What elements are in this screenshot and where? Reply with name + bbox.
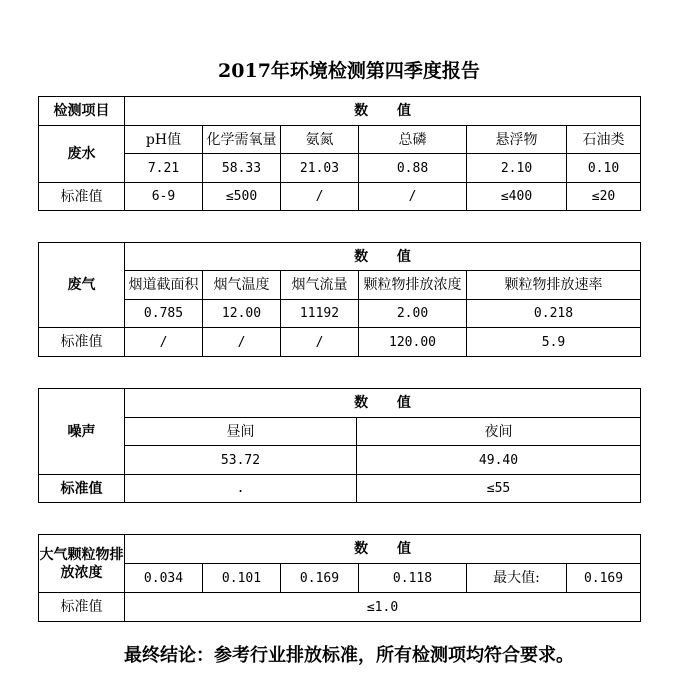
column-header: 化学需氧量	[203, 126, 281, 154]
value-cell: 0.101	[203, 564, 281, 593]
standard-cell: .	[125, 475, 357, 503]
standard-label: 标准值	[39, 328, 125, 357]
standard-cell: 5.9	[467, 328, 641, 357]
value-cell: 0.88	[359, 154, 467, 183]
standard-cell: /	[281, 328, 359, 357]
value-cell: 0.034	[125, 564, 203, 593]
column-header: 悬浮物	[467, 126, 567, 154]
header-value-label: 数 值	[125, 97, 641, 126]
value-cell: 21.03	[281, 154, 359, 183]
value-cell: 58.33	[203, 154, 281, 183]
value-cell: 11192	[281, 300, 359, 328]
standard-cell: ≤1.0	[125, 593, 641, 622]
noise-table	[38, 388, 641, 503]
column-header: 夜间	[357, 418, 641, 446]
value-cell: 12.00	[203, 300, 281, 328]
value-cell: 49.40	[357, 446, 641, 475]
value-cell: 0.118	[359, 564, 467, 593]
max-value: 0.169	[567, 564, 641, 593]
standard-label: 标准值	[39, 593, 125, 622]
wastewater-table	[38, 96, 641, 211]
standard-cell: 120.00	[359, 328, 467, 357]
standard-cell: 6-9	[125, 183, 203, 211]
report-title: 2017年环境检测第四季度报告	[218, 60, 480, 82]
noise-label: 噪声	[39, 389, 125, 475]
header-value-label: 数 值	[125, 243, 641, 271]
column-header: pH值	[125, 126, 203, 154]
column-header: 氨氮	[281, 126, 359, 154]
standard-cell: ≤20	[567, 183, 641, 211]
column-header: 烟气流量	[281, 271, 359, 300]
value-cell: 0.10	[567, 154, 641, 183]
standard-cell: /	[203, 328, 281, 357]
value-cell: 0.169	[281, 564, 359, 593]
header-item-label: 检测项目	[39, 97, 125, 126]
waste-gas-label: 废气	[39, 243, 125, 328]
particulates-table	[38, 534, 641, 622]
value-cell: 7.21	[125, 154, 203, 183]
value-cell: 2.00	[359, 300, 467, 328]
column-header: 总磷	[359, 126, 467, 154]
standard-cell: ≤500	[203, 183, 281, 211]
final-conclusion: 最终结论：参考行业排放标准，所有检测项均符合要求。	[124, 645, 574, 666]
standard-cell: /	[125, 328, 203, 357]
value-cell: 2.10	[467, 154, 567, 183]
waste-gas-table	[38, 242, 641, 357]
particulates-label: 大气颗粒物排放浓度	[39, 535, 125, 593]
wastewater-label: 废水	[39, 126, 125, 183]
column-header: 颗粒物排放速率	[467, 271, 641, 300]
value-cell: 0.218	[467, 300, 641, 328]
standard-cell: ≤400	[467, 183, 567, 211]
header-value-label: 数 值	[125, 535, 641, 564]
standard-label: 标准值	[39, 183, 125, 211]
standard-cell: /	[281, 183, 359, 211]
column-header: 烟气温度	[203, 271, 281, 300]
column-header: 颗粒物排放浓度	[359, 271, 467, 300]
column-header: 烟道截面积	[125, 271, 203, 300]
column-header: 昼间	[125, 418, 357, 446]
standard-label: 标准值	[39, 475, 125, 503]
max-label: 最大值:	[467, 564, 567, 593]
value-cell: 53.72	[125, 446, 357, 475]
value-cell: 0.785	[125, 300, 203, 328]
header-value-label: 数 值	[125, 389, 641, 418]
standard-cell: ≤55	[357, 475, 641, 503]
column-header: 石油类	[567, 126, 641, 154]
standard-cell: /	[359, 183, 467, 211]
